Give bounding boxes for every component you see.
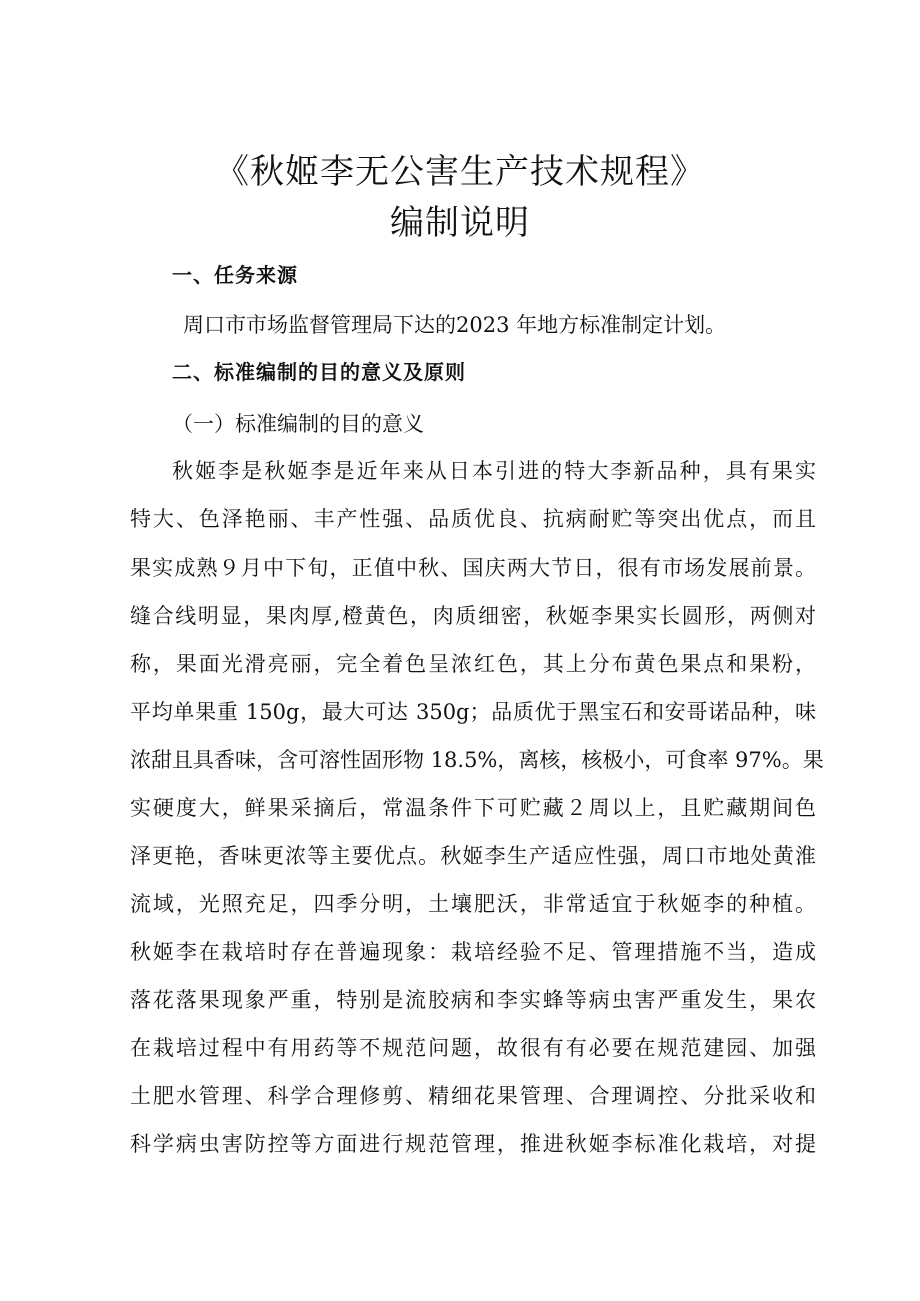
paragraph-line: 缝合线明显，果肉厚,橙黄色，肉质细密，秋姬李果实长圆形，两侧对 — [130, 604, 816, 628]
paragraph-line: 特大、色泽艳丽、丰产性强、品质优良、抗病耐贮等突出优点，而且 — [130, 507, 816, 531]
section-heading-task-source: 一、任务来源 — [172, 263, 298, 287]
section-heading-purpose-principles: 二、标准编制的目的意义及原则 — [172, 360, 466, 384]
paragraph-line: 土肥水管理、科学合理修剪、精细花果管理、合理调控、分批采收和 — [130, 1084, 816, 1108]
paragraph-line: 实硬度大，鲜果采摘后，常温条件下可贮藏２周以上，且贮藏期间色 — [130, 796, 816, 820]
paragraph-line: 称，果面光滑亮丽，完全着色呈浓红色，其上分布黄色果点和果粉， — [130, 652, 816, 676]
paragraph-line: 秋姬李是秋姬李是近年来从日本引进的特大李新品种，具有果实 — [172, 459, 816, 483]
paragraph-line: 平均单果重 150g，最大可达 350g；品质优于黑宝石和安哥诺品种，味 — [130, 700, 816, 724]
paragraph-line: 科学病虫害防控等方面进行规范管理，推进秋姬李标准化栽培，对提 — [130, 1132, 816, 1156]
paragraph-line: 在栽培过程中有用药等不规范问题，故很有有必要在规范建园、加强 — [130, 1036, 816, 1060]
document-subtitle: 编制说明 — [390, 203, 530, 243]
paragraph-line: 泽更艳，香味更浓等主要优点。秋姬李生产适应性强，周口市地处黄淮 — [130, 844, 816, 868]
paragraph-line: 秋姬李在栽培时存在普遍现象：栽培经验不足、管理措施不当，造成 — [130, 940, 816, 964]
paragraph-line: 落花落果现象严重，特别是流胶病和李实蜂等病虫害严重发生，果农 — [130, 988, 816, 1012]
task-source-text: 周口市市场监督管理局下达的2023 年地方标准制定计划。 — [183, 313, 727, 337]
subheading-purpose: （一）标准编制的目的意义 — [172, 412, 424, 436]
paragraph-line: 浓甜且具香味，含可溶性固形物 18.5%，离核，核极小，可食率 97%。果 — [130, 748, 824, 772]
document-title: 《秋姬李无公害生产技术规程》 — [215, 152, 705, 192]
paragraph-line: 流域，光照充足，四季分明，土壤肥沃，非常适宜于秋姬李的种植。 — [130, 892, 816, 916]
paragraph-line: 果实成熟９月中下旬，正值中秋、国庆两大节日，很有市场发展前景。 — [130, 556, 816, 580]
